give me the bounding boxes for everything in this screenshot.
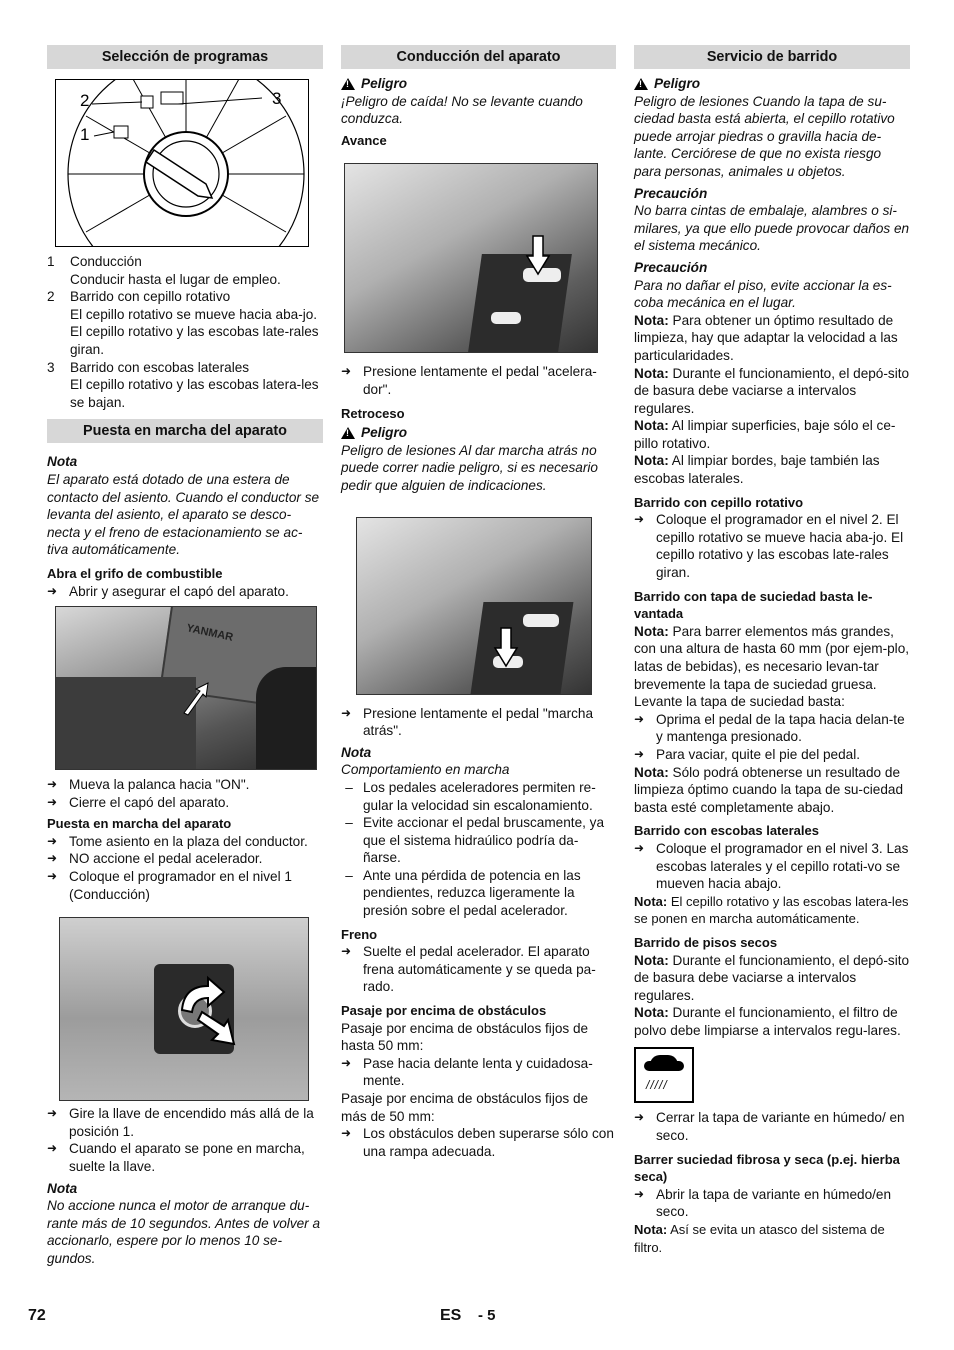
list-item: – Ante una pérdida de potencia en las pendientes, reduzca ligeramente la presión sobre el pedal acelerador. bbox=[345, 867, 581, 919]
step: ➜ Suelte el pedal acelerador. El aparato frena automáticamente y se queda pa-rado. bbox=[341, 944, 596, 995]
danger-warning: ! Peligro bbox=[634, 75, 910, 93]
warning-triangle-icon bbox=[634, 78, 648, 90]
program-dial-figure bbox=[55, 79, 309, 247]
icon-marks: ///// bbox=[646, 1078, 668, 1093]
subheading-rotary-brush: Barrido con cepillo rotativo bbox=[634, 494, 804, 510]
program-list: 1 Conducción Conducir hasta el lugar de empleo. 2 Barrido con cepillo rotativo El cepillo rotativo se mueve hacia aba-jo. El cepillo rotativo y las escobas late-rales giran. 3 Barrido con escobas laterales El cepillo rotativo y las escobas latera-les se bajan. bbox=[47, 254, 319, 410]
step: ➜ Cuando el aparato se pone en marcha, suelte la llave. bbox=[47, 1141, 305, 1175]
section-heading-driving: Conducción del aparato bbox=[341, 45, 616, 69]
step: ➜ Coloque el programador en el nivel 3. Las escobas laterales y el cepillo rotati-vo se mueven hacia abajo. bbox=[634, 840, 909, 892]
dial-label-1: 1 bbox=[80, 125, 90, 144]
note: Nota: Para barrer elementos más grandes, con una altura de hasta 60 mm (por ejem-plo, latas de bebidas), es necesario levan-tar brevemente la tapa de suciedad gruesa. Levante la tapa de suciedad basta: bbox=[634, 623, 910, 710]
step: ➜ Pase hacia delante lenta y cuidadosa-mente. bbox=[341, 1055, 593, 1089]
column-middle: Conducción del aparato ! Peligro ¡Peligro de caída! No se levante cuando conduzca. Avance ➜ Presione lentamente el pedal "acelera-dor". Retroceso ! Peligro Peligro de lesiones Al dar marcha atrás no puede correr nadie peligro, si es necesario pedir que alguien de indicaciones. ➜ Presione lentamente el pedal "marcha atrás". Nota Comportamiento en marcha – Los pedales aceleradores permiten re-gular la velocidad sin escalonamiento. – Evite accionar el pedal bruscamente, ya que el sistema hidraúlico podría da-ñarse. – Ante una pérdida de potencia en las pendientes, reduzca ligeramente la presión sobre el pedal acelerador. Freno ➜ Suelte el pedal acelerador. El aparato frena automáticamente y se queda pa-rado. Pasaje por encima de obstáculos Pasaje por encima de obstáculos fijos de hasta 50 mm: ➜ Pase hacia delante lenta y cuidadosa-mente. Pasaje por encima de obstáculos fijos de más de 50 mm: ➜ Los obstáculos deben superarse sólo con una rampa adecuada. bbox=[341, 45, 616, 1160]
arrow-icon bbox=[176, 677, 216, 717]
step: ➜ Los obstáculos deben superarse sólo con una rampa adecuada. bbox=[341, 1126, 614, 1159]
section-heading-sweeping: Servicio de barrido bbox=[634, 45, 910, 69]
danger-warning: ! Peligro bbox=[341, 75, 616, 93]
note-starter-motor: No accione nunca el motor de arranque du-rante más de 10 segundos. Antes de volver a accionarlo, espere por lo menos 10 se-gundos. bbox=[47, 1198, 321, 1266]
subheading-fuel-tap: Abra el grifo de combustible bbox=[47, 565, 223, 581]
note: Nota: El cepillo rotativo y las escobas latera-les se ponen en marcha automáticamente. bbox=[634, 893, 909, 927]
warning-triangle-icon bbox=[341, 78, 355, 90]
accelerator-pedal-photo bbox=[344, 163, 598, 353]
arrow-icon bbox=[196, 1004, 256, 1054]
section-heading-startup: Puesta en marcha del aparato bbox=[47, 419, 323, 443]
step: ➜ Abrir la tapa de variante en húmedo/en seco. bbox=[634, 1186, 892, 1220]
step: ➜ Abrir y asegurar el capó del aparato. bbox=[47, 583, 289, 599]
step: ➜ Mueva la palanca hacia "ON". bbox=[47, 777, 250, 793]
subheading-dry-floors: Barrido de pisos secos bbox=[634, 934, 778, 950]
note: Nota: Durante el funcionamiento, el filtro de polvo debe limpiarse a intervalos regu-lares. bbox=[634, 1005, 901, 1038]
warning-triangle-icon bbox=[341, 427, 355, 439]
wet-dry-flap-icon bbox=[634, 1047, 694, 1103]
subheading-brake: Freno bbox=[341, 926, 378, 942]
note: Nota: Durante el funcionamiento, el depó-sito de basura debe vaciarse a intervalos regulares. bbox=[634, 952, 910, 1003]
page-number: 72 bbox=[28, 1307, 46, 1324]
step: ➜ Cerrar la tapa de variante en húmedo/ en seco. bbox=[634, 1110, 905, 1144]
step: ➜ Oprima el pedal de la tapa hacia delan-te y mantenga presionado. bbox=[634, 711, 905, 745]
note-title: Nota bbox=[341, 744, 372, 760]
ignition-photo bbox=[59, 917, 309, 1101]
note-title: Nota bbox=[47, 454, 78, 470]
step: ➜ Gire la llave de encendido más allá de la posición 1. bbox=[47, 1106, 314, 1139]
note: Nota: Al limpiar bordes, baje también las escobas laterales. bbox=[634, 453, 880, 487]
section-page: - 5 bbox=[478, 1307, 496, 1324]
step: ➜ Para vaciar, quite el pie del pedal. bbox=[634, 746, 861, 762]
step: ➜ Tome asiento en la plaza del conductor. bbox=[47, 833, 308, 849]
down-arrow-icon bbox=[525, 234, 551, 276]
note-title: Nota bbox=[47, 1180, 78, 1196]
caution-title: Precaución bbox=[634, 259, 708, 275]
language-code: ES bbox=[440, 1307, 462, 1324]
step: ➜ NO accione el pedal acelerador. bbox=[47, 851, 263, 867]
note: Nota: Para obtener un óptimo resultado de limpieza, hay que adaptar la velocidad a las particularidades. bbox=[634, 312, 898, 363]
column-right: Servicio de barrido ! Peligro Peligro de lesiones Cuando la tapa de su-ciedad basta está abierta, el cepillo rotativo puede arrojar piedras o gravilla hacia de-lante. Cerciórese de que no exista riesgo para personas, animales u objetos. Precaución No barra cintas de embalaje, alambres o si-milares, ya que ello puede provocar daños en el sistema mecánico. Precaución Para no dañar el piso, evite accionar la es-coba mecánica en el lugar. Nota: Para obtener un óptimo resultado de limpieza, hay que adaptar la velocidad a las particularidades. Nota: Durante el funcionamiento, el depó-sito de basura debe vaciarse a intervalos regulares. Nota: Al limpiar superficies, baje sólo el ce-pillo rotativo. Nota: Al limpiar bordes, baje también las escobas laterales. Barrido con cepillo rotativo ➜ Coloque el programador en el nivel 2. El cepillo rotativo se mueve hacia aba-jo. El cepillo rotativo y las escobas late-rales giran. Barrido con tapa de suciedad basta le-vantada Nota: Para barrer elementos más grandes, con una altura de hasta 60 mm (por ejem-plo, latas de bebidas), es necesario levan-tar brevemente la tapa de suciedad gruesa. Levante la tapa de suciedad basta: ➜ Oprima el pedal de la tapa hacia delan-te y mantenga presionado. ➜ Para vaciar, quite el pie del pedal. Nota: Sólo podrá obtenerse un resultado de limpieza óptimo cuando la tapa de su-ciedad basta esté completamente abajo. Barrido con escobas laterales ➜ Coloque el programador en el nivel 3. Las escobas laterales y el cepillo rotati-vo se mueven hacia abajo. Nota: El cepillo rotativo y las escobas latera-les se ponen en marcha automáticamente. Barrido de pisos secos Nota: Durante el funcionamiento, el depó-sito de basura debe vaciarse a intervalos regulares. Nota: Durante el funcionamiento, el filtro de polvo debe limpiarse a intervalos regu-lares. ///// ➜ Cerrar la tapa de variante en húmedo/ en seco. Barrer suciedad fibrosa y seca (p.ej. hierba seca) ➜ Abrir la tapa de variante en húmedo/en seco. Nota: Así se evita un atasco del sistema de filtro. bbox=[634, 45, 910, 1256]
note: Nota: Al limpiar superficies, baje sólo el ce-pillo rotativo. bbox=[634, 418, 896, 451]
down-arrow-icon bbox=[493, 626, 519, 668]
danger-warning: ! Peligro bbox=[341, 424, 616, 442]
step: ➜ Presione lentamente el pedal "marcha atrás". bbox=[341, 705, 594, 739]
note: Nota: Sólo podrá obtenerse un resultado de limpieza óptimo cuando la tapa de su-ciedad basta esté completamente abajo. bbox=[634, 764, 904, 815]
engine-brand-label: YANMAR bbox=[185, 622, 235, 644]
column-left bbox=[47, 45, 323, 1268]
reverse-pedal-photo bbox=[356, 517, 592, 695]
list-item: – Los pedales aceleradores permiten re-gular la velocidad sin escalonamiento. bbox=[345, 779, 596, 813]
subheading-forward: Avance bbox=[341, 132, 387, 148]
list-item: – Evite accionar el pedal bruscamente, ya que el sistema hidraúlico podría da-ñarse. bbox=[345, 815, 605, 866]
program-dial-diagram bbox=[56, 80, 308, 246]
step: ➜ Coloque el programador en el nivel 1 (Conducción) bbox=[47, 869, 292, 902]
subheading-flap-raised: Barrido con tapa de suciedad basta le-vantada bbox=[634, 588, 873, 622]
subheading-obstacles: Pasaje por encima de obstáculos bbox=[341, 1003, 547, 1019]
subheading-startup: Puesta en marcha del aparato bbox=[47, 816, 232, 832]
note-seat-contact: El aparato está dotado de una estera de contacto del asiento. Cuando el conductor se levanta del asiento, el aparato se desco-necta y el freno de estacionamiento se ac-tiva automáticamente. bbox=[47, 471, 320, 558]
dial-label-2: 2 bbox=[80, 91, 90, 110]
dial-label-3: 3 bbox=[272, 89, 282, 108]
engine-photo bbox=[55, 606, 317, 770]
note: Nota: Durante el funcionamiento, el depó-sito de basura debe vaciarse a intervalos regulares. bbox=[634, 365, 910, 416]
note: Nota: Así se evita un atasco del sistema de filtro. bbox=[634, 1222, 885, 1255]
step: ➜ Coloque el programador en el nivel 2. El cepillo rotativo se mueve hacia aba-jo. El cepillo rotativo y las escobas late-rales giran. bbox=[634, 512, 904, 581]
section-heading-program-selection: Selección de programas bbox=[47, 45, 323, 69]
subheading-fibrous-dirt: Barrer suciedad fibrosa y seca (p.ej. hierba seca) bbox=[634, 1151, 900, 1185]
step: ➜ Presione lentamente el pedal "acelera-dor". bbox=[341, 364, 597, 397]
step: ➜ Cierre el capó del aparato. bbox=[47, 794, 230, 810]
subheading-reverse: Retroceso bbox=[341, 405, 405, 421]
subheading-side-brooms: Barrido con escobas laterales bbox=[634, 823, 819, 839]
caution-title: Precaución bbox=[634, 185, 708, 201]
